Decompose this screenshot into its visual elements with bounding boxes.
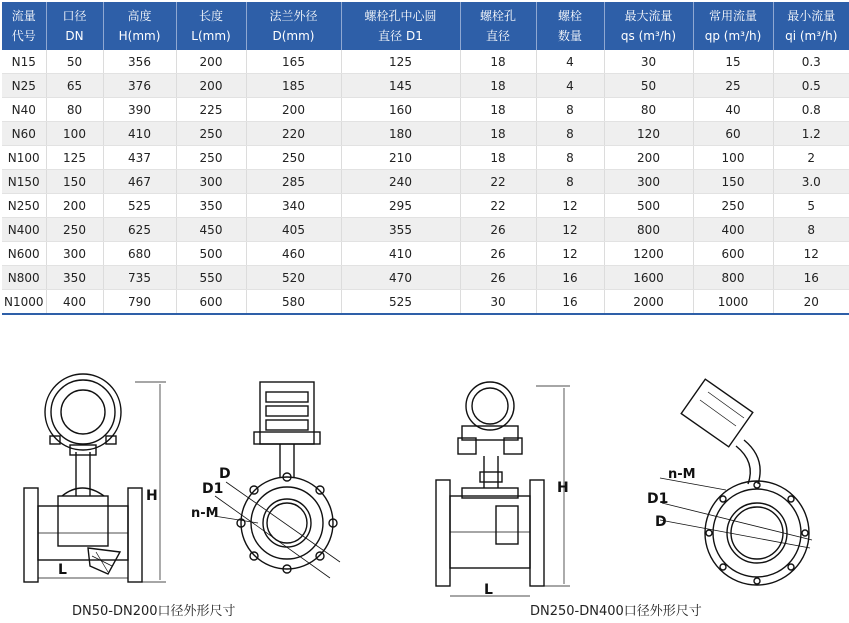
dim-d1-right: D1 bbox=[647, 491, 669, 507]
table-cell: 1.2 bbox=[773, 122, 849, 146]
header-cell bbox=[341, 2, 460, 50]
table-cell: N40 bbox=[2, 98, 46, 122]
table-cell: 410 bbox=[341, 242, 460, 266]
header-line: L(mm) bbox=[191, 29, 231, 43]
table-row bbox=[2, 170, 849, 194]
table-cell: 295 bbox=[341, 194, 460, 218]
table-row bbox=[2, 50, 849, 74]
table-cell: 450 bbox=[176, 218, 246, 242]
table-cell: N1000 bbox=[2, 290, 46, 315]
header-line: 最大流量 bbox=[624, 9, 673, 23]
dim-nm-left: n-M bbox=[191, 506, 219, 521]
dim-d-right: D bbox=[655, 514, 667, 530]
header-line: qs (m³/h) bbox=[620, 29, 677, 43]
table-cell: 525 bbox=[341, 290, 460, 315]
table-row bbox=[2, 74, 849, 98]
table-cell: 300 bbox=[46, 242, 103, 266]
header-line: H(mm) bbox=[118, 29, 161, 43]
table-cell: 145 bbox=[341, 74, 460, 98]
table-cell: 60 bbox=[693, 122, 773, 146]
table-cell: 550 bbox=[176, 266, 246, 290]
drawing-side-small bbox=[214, 382, 340, 578]
table-cell: 12 bbox=[773, 242, 849, 266]
table-cell: 8 bbox=[773, 218, 849, 242]
header-line: 数量 bbox=[557, 29, 582, 43]
header-cell bbox=[2, 2, 46, 50]
header-line: 代号 bbox=[11, 29, 36, 43]
table-cell: 300 bbox=[604, 170, 693, 194]
table-cell: N60 bbox=[2, 122, 46, 146]
table-cell: 600 bbox=[693, 242, 773, 266]
table-cell: 356 bbox=[103, 50, 176, 74]
dim-h-right: H bbox=[557, 480, 569, 496]
table-cell: 200 bbox=[176, 50, 246, 74]
header-line: 流量 bbox=[11, 9, 36, 23]
header-line: D(mm) bbox=[272, 29, 315, 43]
table-cell: 100 bbox=[693, 146, 773, 170]
table-cell: 1000 bbox=[693, 290, 773, 315]
table-cell: 800 bbox=[693, 266, 773, 290]
table-cell: 225 bbox=[176, 98, 246, 122]
table-cell: 600 bbox=[176, 290, 246, 315]
dim-l-left: L bbox=[58, 562, 67, 578]
table-cell: 1200 bbox=[604, 242, 693, 266]
table-cell: 400 bbox=[693, 218, 773, 242]
header-line: 长度 bbox=[198, 9, 223, 23]
dim-nm-right: n-M bbox=[668, 467, 696, 482]
dim-l-right: L bbox=[484, 582, 493, 598]
table-cell: 16 bbox=[536, 266, 604, 290]
dim-d1-left: D1 bbox=[202, 481, 224, 497]
table-row bbox=[2, 194, 849, 218]
table-cell: 160 bbox=[341, 98, 460, 122]
table-cell: 22 bbox=[460, 194, 536, 218]
table-cell: N600 bbox=[2, 242, 46, 266]
header-line: 常用流量 bbox=[708, 9, 757, 23]
header-cell bbox=[693, 2, 773, 50]
table-cell: 25 bbox=[693, 74, 773, 98]
table-cell: 12 bbox=[536, 194, 604, 218]
dim-h-left: H bbox=[146, 488, 158, 504]
table-cell: N150 bbox=[2, 170, 46, 194]
table-cell: 520 bbox=[246, 266, 341, 290]
table-cell: 125 bbox=[341, 50, 460, 74]
table-row bbox=[2, 290, 849, 315]
drawing-front-small bbox=[24, 374, 166, 582]
header-cell bbox=[246, 2, 341, 50]
table-cell: 50 bbox=[604, 74, 693, 98]
table-cell: 0.3 bbox=[773, 50, 849, 74]
table-cell: 410 bbox=[103, 122, 176, 146]
header-line: qp (m³/h) bbox=[704, 29, 762, 43]
table-cell: 200 bbox=[246, 98, 341, 122]
table-cell: 470 bbox=[341, 266, 460, 290]
table-cell: 200 bbox=[176, 74, 246, 98]
table-cell: N25 bbox=[2, 74, 46, 98]
table-cell: 625 bbox=[103, 218, 176, 242]
table-cell: 30 bbox=[460, 290, 536, 315]
header-line: 口径 bbox=[62, 9, 87, 23]
table-cell: 180 bbox=[341, 122, 460, 146]
table-cell: 100 bbox=[46, 122, 103, 146]
spec-table bbox=[2, 2, 849, 315]
table-cell: 376 bbox=[103, 74, 176, 98]
header-cell bbox=[103, 2, 176, 50]
table-cell: 525 bbox=[103, 194, 176, 218]
table-cell: 0.5 bbox=[773, 74, 849, 98]
table-cell: 240 bbox=[341, 170, 460, 194]
header-line: 直径 bbox=[485, 29, 510, 43]
table-cell: 16 bbox=[536, 290, 604, 315]
table-cell: 22 bbox=[460, 170, 536, 194]
header-cell bbox=[536, 2, 604, 50]
table-cell: 580 bbox=[246, 290, 341, 315]
table-cell: 12 bbox=[536, 242, 604, 266]
table-cell: 20 bbox=[773, 290, 849, 315]
table-cell: 350 bbox=[46, 266, 103, 290]
table-cell: 18 bbox=[460, 146, 536, 170]
table-cell: 3.0 bbox=[773, 170, 849, 194]
table-cell: 1600 bbox=[604, 266, 693, 290]
drawing-side-large bbox=[660, 379, 812, 585]
table-cell: 250 bbox=[693, 194, 773, 218]
table-cell: N800 bbox=[2, 266, 46, 290]
table-cell: 5 bbox=[773, 194, 849, 218]
table-cell: 250 bbox=[46, 218, 103, 242]
table-cell: N100 bbox=[2, 146, 46, 170]
header-line: 螺栓孔中心圆 bbox=[364, 9, 437, 23]
header-cell bbox=[176, 2, 246, 50]
table-body bbox=[2, 50, 849, 314]
table-cell: 125 bbox=[46, 146, 103, 170]
table-cell: 65 bbox=[46, 74, 103, 98]
header-cell bbox=[773, 2, 849, 50]
table-row bbox=[2, 242, 849, 266]
table-cell: 40 bbox=[693, 98, 773, 122]
header-cell bbox=[460, 2, 536, 50]
table-cell: 150 bbox=[46, 170, 103, 194]
header-line: 法兰外径 bbox=[269, 9, 318, 23]
table-cell: 18 bbox=[460, 98, 536, 122]
table-row bbox=[2, 122, 849, 146]
table-cell: 8 bbox=[536, 98, 604, 122]
table-cell: 405 bbox=[246, 218, 341, 242]
table-cell: 390 bbox=[103, 98, 176, 122]
table-header-row bbox=[2, 2, 849, 50]
table-cell: 200 bbox=[604, 146, 693, 170]
table-cell: 15 bbox=[693, 50, 773, 74]
table-cell: 30 bbox=[604, 50, 693, 74]
table-cell: 250 bbox=[176, 146, 246, 170]
table-cell: N15 bbox=[2, 50, 46, 74]
table-cell: 18 bbox=[460, 50, 536, 74]
caption-small-sizes: DN50-DN200口径外形尺寸 bbox=[72, 604, 236, 619]
table-cell: 16 bbox=[773, 266, 849, 290]
table-cell: 285 bbox=[246, 170, 341, 194]
header-line: 高度 bbox=[127, 9, 152, 23]
table-cell: 18 bbox=[460, 122, 536, 146]
dimension-drawings bbox=[0, 320, 831, 623]
dim-d-left: D bbox=[219, 466, 231, 482]
table-cell: 680 bbox=[103, 242, 176, 266]
table-cell: 200 bbox=[46, 194, 103, 218]
table-cell: 2 bbox=[773, 146, 849, 170]
table-cell: 165 bbox=[246, 50, 341, 74]
table-cell: 800 bbox=[604, 218, 693, 242]
table-cell: 0.8 bbox=[773, 98, 849, 122]
table-cell: 8 bbox=[536, 122, 604, 146]
table-cell: 8 bbox=[536, 170, 604, 194]
table-cell: 250 bbox=[246, 146, 341, 170]
table-row bbox=[2, 218, 849, 242]
caption-large-sizes: DN250-DN400口径外形尺寸 bbox=[530, 604, 702, 619]
table-cell: 8 bbox=[536, 146, 604, 170]
table-cell: 26 bbox=[460, 242, 536, 266]
table-cell: 735 bbox=[103, 266, 176, 290]
drawing-front-large bbox=[436, 382, 570, 596]
table-cell: 185 bbox=[246, 74, 341, 98]
table-cell: 120 bbox=[604, 122, 693, 146]
header-line: qi (m³/h) bbox=[785, 29, 838, 43]
table-cell: 50 bbox=[46, 50, 103, 74]
table-cell: 500 bbox=[604, 194, 693, 218]
header-line: DN bbox=[65, 29, 84, 43]
table-cell: 437 bbox=[103, 146, 176, 170]
table-cell: 12 bbox=[536, 218, 604, 242]
table-cell: 300 bbox=[176, 170, 246, 194]
table-cell: 460 bbox=[246, 242, 341, 266]
table-cell: 80 bbox=[604, 98, 693, 122]
table-cell: 467 bbox=[103, 170, 176, 194]
table-cell: 26 bbox=[460, 266, 536, 290]
table-cell: N400 bbox=[2, 218, 46, 242]
table-cell: 790 bbox=[103, 290, 176, 315]
table-cell: 350 bbox=[176, 194, 246, 218]
table-cell: 250 bbox=[176, 122, 246, 146]
header-cell bbox=[604, 2, 693, 50]
header-cell bbox=[46, 2, 103, 50]
table-cell: 2000 bbox=[604, 290, 693, 315]
table-cell: 500 bbox=[176, 242, 246, 266]
header-line: 螺栓 bbox=[557, 9, 582, 23]
table-cell: 400 bbox=[46, 290, 103, 315]
table-row bbox=[2, 146, 849, 170]
table-row bbox=[2, 266, 849, 290]
table-cell: 4 bbox=[536, 50, 604, 74]
table-cell: 340 bbox=[246, 194, 341, 218]
table-cell: N250 bbox=[2, 194, 46, 218]
header-line: 螺栓孔 bbox=[479, 9, 516, 23]
table-cell: 26 bbox=[460, 218, 536, 242]
table-cell: 80 bbox=[46, 98, 103, 122]
table-cell: 4 bbox=[536, 74, 604, 98]
table-row bbox=[2, 98, 849, 122]
table-cell: 150 bbox=[693, 170, 773, 194]
header-line: 直径 D1 bbox=[378, 29, 423, 43]
header-line: 最小流量 bbox=[787, 9, 836, 23]
table-cell: 18 bbox=[460, 74, 536, 98]
table-cell: 210 bbox=[341, 146, 460, 170]
table-cell: 220 bbox=[246, 122, 341, 146]
table-cell: 355 bbox=[341, 218, 460, 242]
